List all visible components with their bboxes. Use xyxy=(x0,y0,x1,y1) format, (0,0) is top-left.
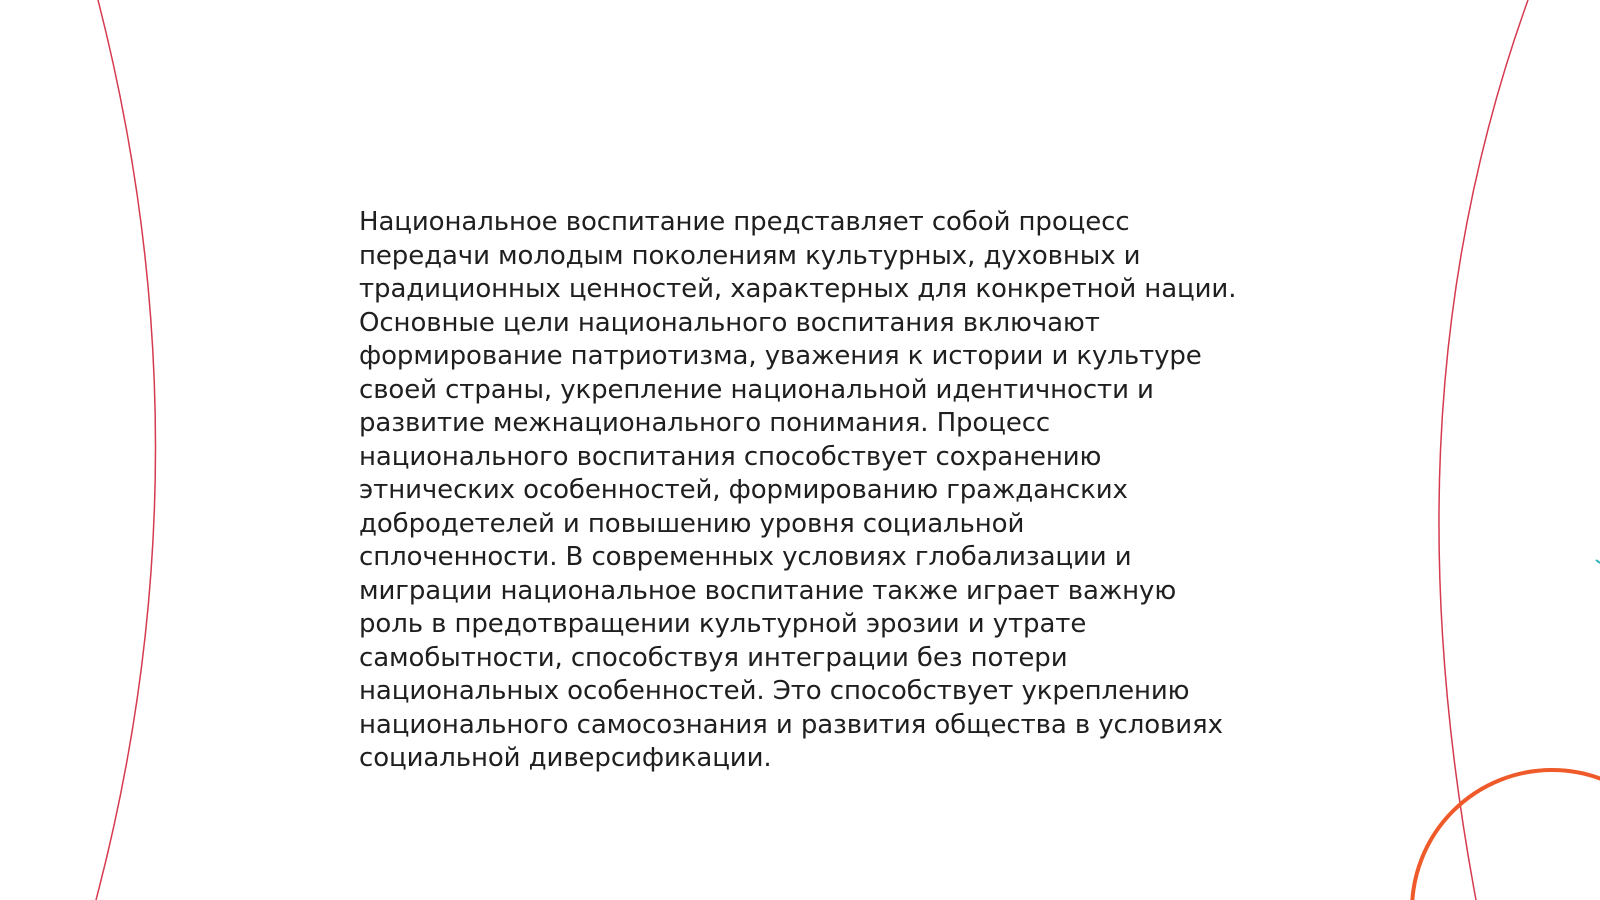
slide-body-text: Национальное воспитание представляет собой процесс передачи молодым поколениям культурных, духовных и традиционных ценностей, характерных для конкретной нации. Основные цели национального воспитания включают формирование патриотизма, уважения к истории и культуре своей страны, укрепление национальной идентичности и развитие межнационального понимания. Процесс национального воспитания способствует сохранению этнических особенностей, формированию гражданских добродетелей и повышению уровня социальной сплоченности. В современных условиях глобализации и миграции национальное воспитание также играет важную роль в предотвращении культурной эрозии и утрате самобытности, способствуя интеграции без потери национальных особенностей. Это способствует укреплению национального самосознания и развития общества в условиях социальной диверсификации. xyxy=(359,207,1237,773)
right-arc-line xyxy=(1439,0,1528,900)
left-arc-line xyxy=(96,0,156,900)
teal-accent-mark xyxy=(1596,560,1600,563)
orange-circle-outline xyxy=(1412,770,1600,900)
